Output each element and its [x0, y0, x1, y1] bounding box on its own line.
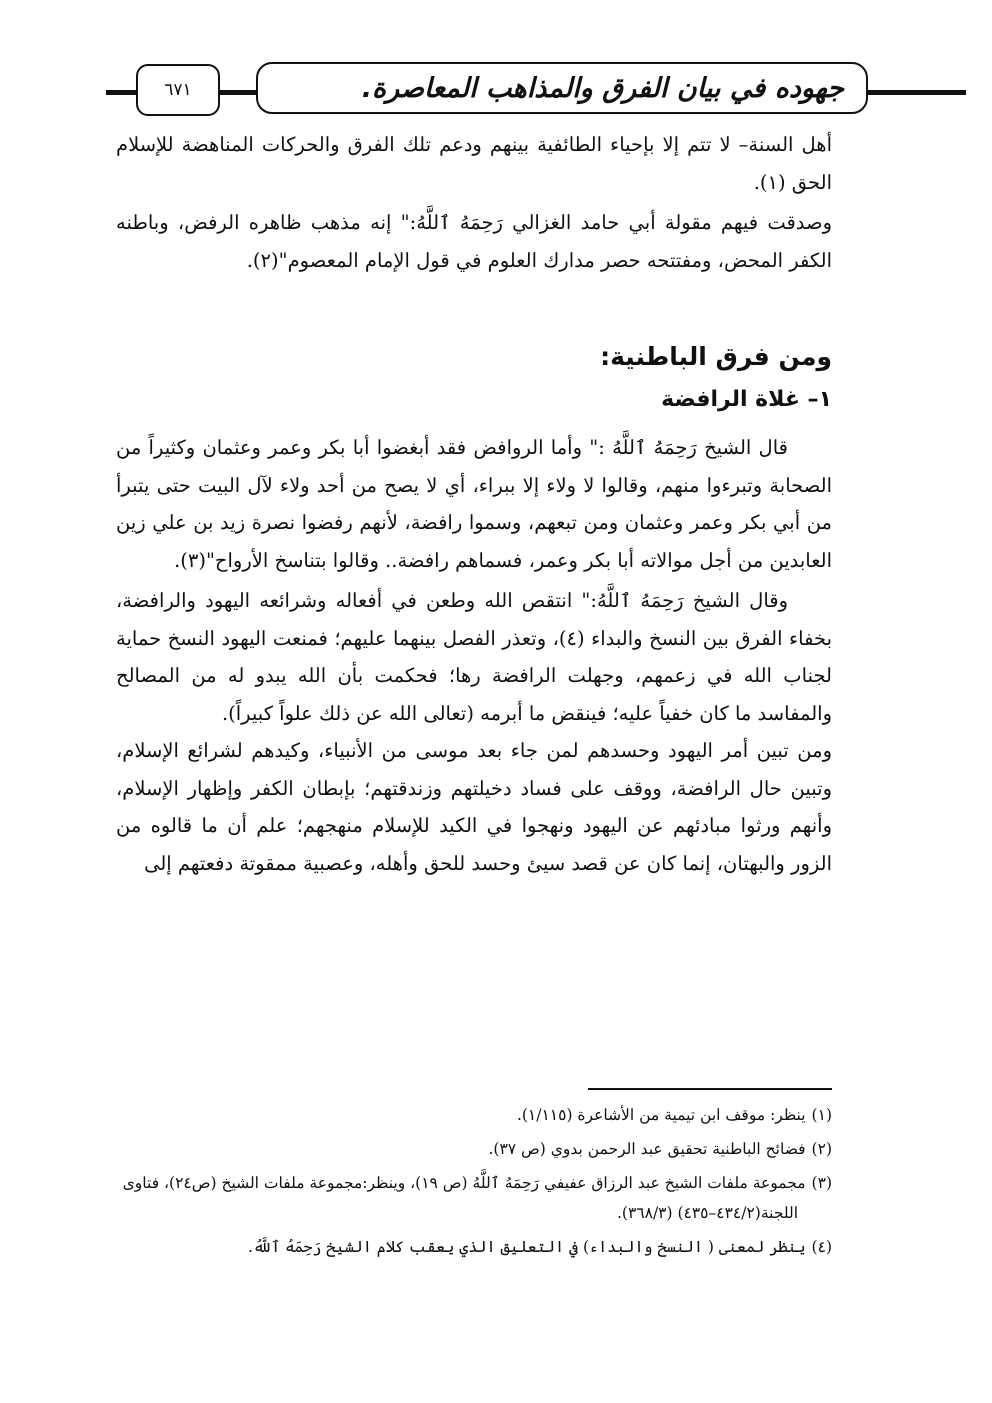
footnotes	[116, 1100, 832, 1266]
header-title: جهوده في بيان الفرق والمذاهب المعاصرة.	[256, 62, 868, 114]
paragraph: أهل السنة– لا تتم إلا بإحياء الطائفية بينهم ودعم تلك الفرق والحركات المناهضة للإسلام الحق (١).	[116, 133, 832, 194]
footnote-text: ينظر لمعنى ( النسخ والبداء) في التعليق الذي يعقب كلام الشيخ رَحِمَهُ ٱللَّهُ.	[248, 1238, 806, 1256]
footnote-number: (٢)	[811, 1140, 832, 1158]
page-number: ٦٧١	[136, 64, 220, 116]
header-line-right	[866, 90, 966, 95]
subsection-heading: ١– غلاة الرافضة	[661, 387, 832, 412]
paragraph: قال الشيخ رَحِمَهُ ٱللَّهُ :" وأما الروافض فقد أبغضوا أبا بكر وعمر وعثمان وكثيراً من الصحابة وتبرءوا منهم، وقالوا لا ولاء إلا ببراء، أي لا يصح من أحد ولاء لآل البيت حتى يتبرأ من أبي بكر وعمر وعثمان ومن تبعهم، وسموا رافضة، لأنهم رفضوا نصرة زيد بن علي زين العابدين من أجل موالاته أبا بكر وعمر، فسماهم رافضة.. وقالوا بتناسخ الأرواح"(٣).	[116, 436, 832, 572]
footnote	[116, 1168, 832, 1198]
main-text	[116, 126, 832, 882]
paragraph: وقال الشيخ رَحِمَهُ ٱللَّهُ:" انتقص الله وطعن في أفعاله وشرائعه اليهود والرافضة، بخفاء الفرق بين النسخ والبداء (٤)، وتعذر الفصل بينهما عليهم؛ فمنعت اليهود النسخ حماية لجناب الله في زعمهم، وجهلت الرافضة رها؛ فحكمت بأن الله يبدو له من المصالح والمفاسد ما كان خفياً عليه؛ فينقض ما أبرمه (تعالى الله عن ذلك علواً كبيراً).	[116, 589, 832, 725]
section-heading: ومن فرق الباطنية:	[600, 342, 832, 371]
footnote-separator	[588, 1088, 832, 1090]
footnote-text: فضائح الباطنية تحقيق عبد الرحمن بدوي (ص ٣٧).	[488, 1140, 806, 1158]
page-header	[0, 0, 992, 130]
footnote-number: (٣)	[811, 1174, 832, 1192]
footnote	[116, 1232, 832, 1262]
footnote-text: مجموعة ملفات الشيخ عبد الرزاق عفيفي رَحِمَهُ ٱللَّهُ (ص ١٩)، وينظر:مجموعة ملفات الشيخ (ص٢٤)، فتاوى	[122, 1174, 806, 1192]
footnote	[116, 1100, 832, 1130]
header-line-middle	[214, 90, 258, 95]
footnote-text: ينظر: موقف ابن تيمية من الأشاعرة (١/١١٥).	[516, 1106, 806, 1124]
footnote-continuation: اللجنة(٤٣٤/٢–٤٣٥) (٣٦٨/٣).	[616, 1204, 798, 1222]
footnote-number: (١)	[811, 1106, 832, 1124]
footnote-number: (٤)	[811, 1238, 832, 1256]
footnote	[116, 1134, 832, 1164]
paragraph: ومن تبين أمر اليهود وحسدهم لمن جاء بعد موسى من الأنبياء، وكيدهم لشرائع الإسلام، وتبين حال الرافضة، ووقف على فساد دخيلتهم وزندقتهم؛ بإبطان الكفر وإظهار الإسلام، وأنهم ورثوا مبادئهم عن اليهود ونهجوا في الكيد للإسلام منهجهم؛ علم أن ما قالوه من الزور والبهتان، إنما كان عن قصد سيئ وحسد للحق وأهله، وعصبية ممقوتة دفعتهم إلى	[116, 739, 832, 875]
header-line-left	[106, 90, 138, 95]
paragraph: وصدقت فيهم مقولة أبي حامد الغزالي رَحِمَهُ ٱللَّهُ:" إنه مذهب ظاهره الرفض، وباطنه الكفر المحض، ومفتتحه حصر مدارك العلوم في قول الإمام المعصوم"(٢).	[116, 211, 832, 272]
